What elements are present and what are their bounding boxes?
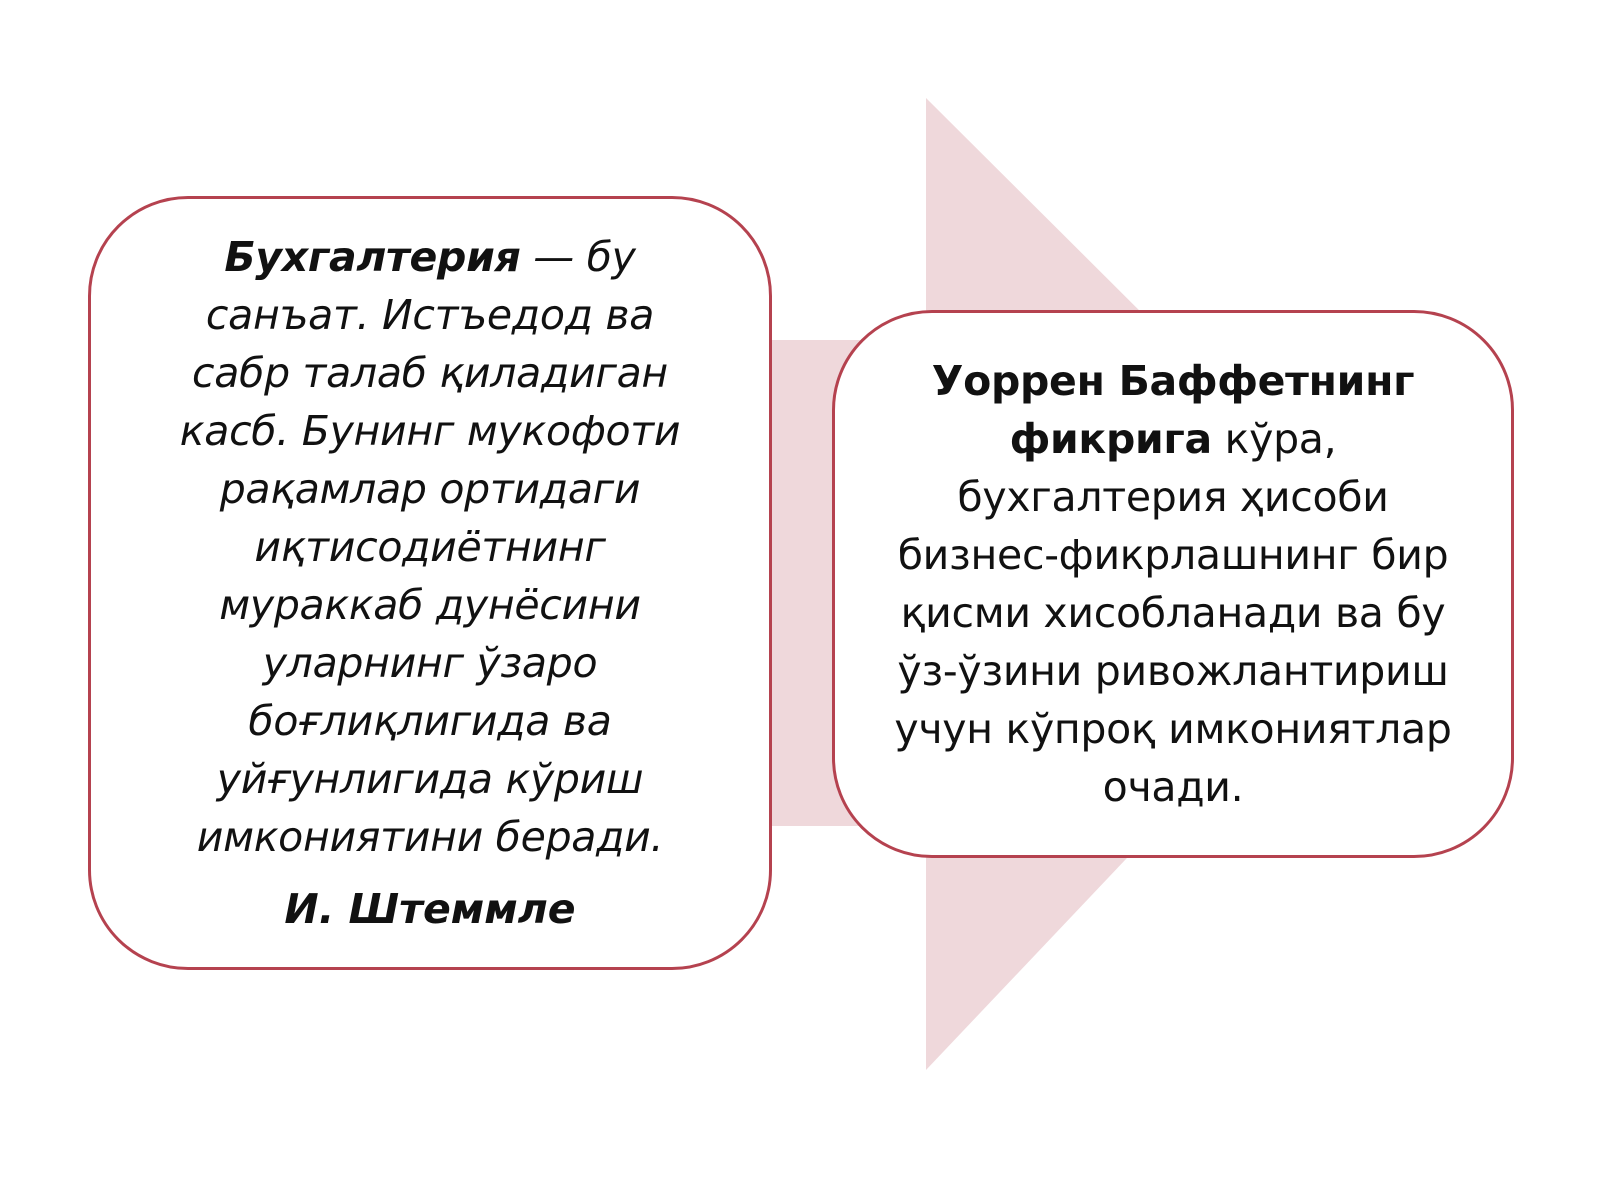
quote-author: И. Штеммле: [284, 885, 576, 933]
opinion-text: [894, 352, 1451, 816]
quote-line: мураккаб дунёсини: [219, 581, 641, 629]
opinion-subject: Уоррен Баффетнинг: [931, 357, 1415, 405]
quote-line: сабр талаб қиладиган: [192, 349, 668, 397]
quote-line: боғлиқлигида ва: [248, 697, 612, 745]
quote-line: уларнинг ўзаро: [262, 639, 598, 687]
opinion-line: очади.: [1102, 763, 1244, 811]
quote-line: санъат. Истъедод ва: [205, 291, 655, 339]
opinion-line: бизнес-фикрлашнинг бир: [897, 531, 1449, 579]
opinion-line: учун кўпроқ имкониятлар: [894, 705, 1452, 753]
quote-line: уйғунлигида кўриш: [216, 755, 644, 803]
quote-line: иқтисодиётнинг: [254, 523, 606, 571]
quote-box: [88, 196, 772, 970]
quote-line: касб. Бунинг мукофоти: [179, 407, 681, 455]
opinion-subject: фикрига: [1009, 415, 1212, 463]
quote-text: [180, 228, 680, 866]
quote-line: — бу: [520, 233, 636, 281]
quote-line: рақамлар ортидаги: [219, 465, 641, 513]
opinion-line: қисми хисобланади ва бу: [900, 589, 1446, 637]
opinion-line: ўз-ўзини ривожлантириш: [897, 647, 1449, 695]
quote-line: имкониятини беради.: [196, 813, 664, 861]
quote-term: Бухгалтерия: [224, 233, 521, 281]
opinion-line: кўра,: [1211, 415, 1337, 463]
opinion-box: [832, 310, 1514, 858]
opinion-line: бухгалтерия ҳисоби: [957, 473, 1389, 521]
